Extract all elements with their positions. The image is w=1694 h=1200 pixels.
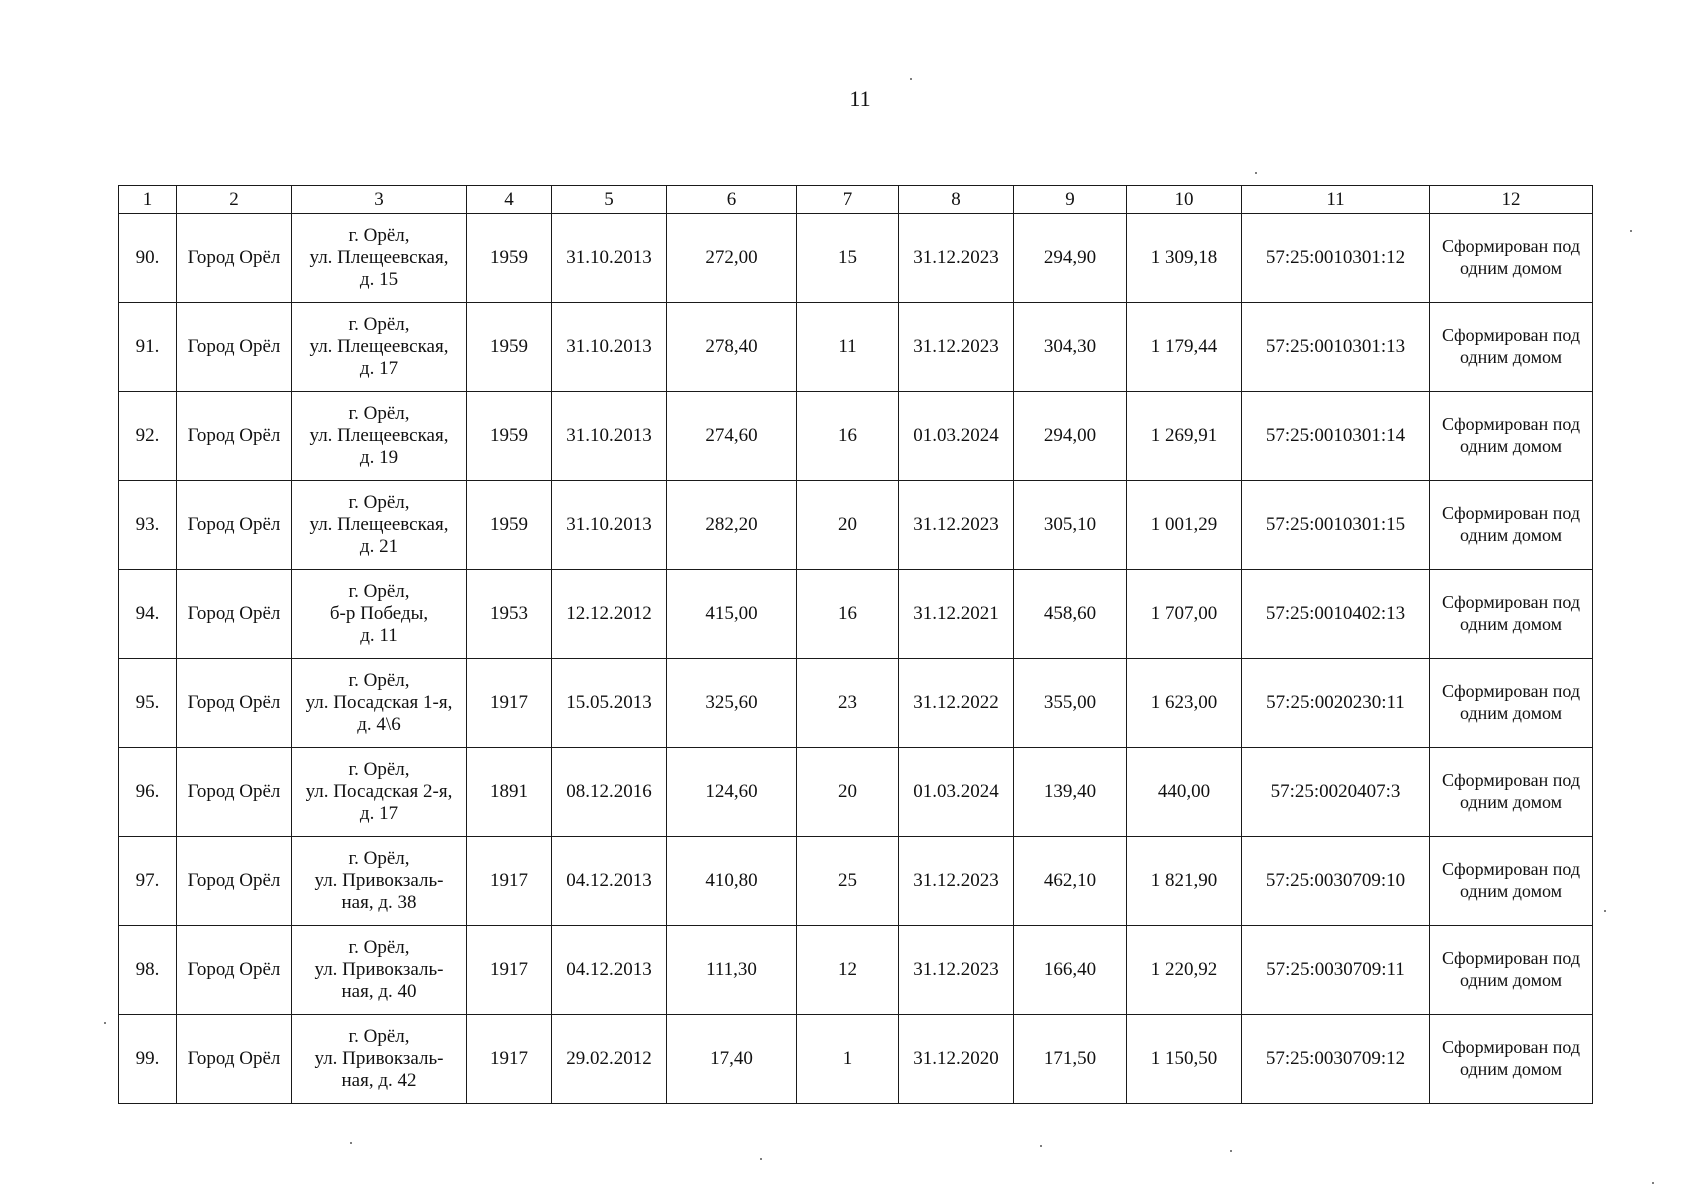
area-cell: 274,60 (667, 392, 797, 481)
scan-speck (1040, 1145, 1042, 1147)
land-area-cell: 1 220,92 (1127, 926, 1242, 1015)
address-line: г. Орёл, (348, 314, 410, 336)
column-header: 8 (899, 186, 1014, 214)
planned-date-cell: 31.12.2023 (899, 303, 1014, 392)
municipality-cell: Город Орёл (177, 837, 292, 926)
address-line: ул. Плещеевская, (309, 247, 449, 269)
address-line: д. 17 (359, 357, 399, 379)
area-cell: 415,00 (667, 570, 797, 659)
planned-date-cell: 01.03.2024 (899, 392, 1014, 481)
address-cell (292, 926, 467, 1015)
area-cell: 124,60 (667, 748, 797, 837)
address-cell (292, 659, 467, 748)
table-row (119, 1015, 1593, 1104)
scan-speck (1604, 910, 1606, 912)
column-header: 2 (177, 186, 292, 214)
residents-cell: 12 (797, 926, 899, 1015)
row-number: 97. (119, 837, 177, 926)
column-header: 6 (667, 186, 797, 214)
address-line: ная, д. 38 (341, 891, 417, 913)
scan-speck (1255, 172, 1257, 174)
note-cell: Сформирован под одним домом (1430, 392, 1593, 481)
address-cell (292, 837, 467, 926)
land-area-cell: 1 150,50 (1127, 1015, 1242, 1104)
land-area-cell: 1 309,18 (1127, 214, 1242, 303)
address-line: ная, д. 42 (341, 1069, 417, 1091)
note-cell: Сформирован под одним домом (1430, 214, 1593, 303)
municipality-cell: Город Орёл (177, 659, 292, 748)
address-line: г. Орёл, (348, 1026, 410, 1048)
column-header: 9 (1014, 186, 1127, 214)
year-cell: 1959 (467, 303, 552, 392)
scan-speck (1230, 1150, 1232, 1152)
residents-cell: 15 (797, 214, 899, 303)
planned-date-cell: 31.12.2023 (899, 481, 1014, 570)
municipality-cell: Город Орёл (177, 303, 292, 392)
date-recognized-cell: 31.10.2013 (552, 392, 667, 481)
address-cell (292, 570, 467, 659)
land-area-cell: 1 179,44 (1127, 303, 1242, 392)
row-number: 93. (119, 481, 177, 570)
column-number-row (119, 186, 1593, 214)
cadastral-number-cell: 57:25:0030709:10 (1242, 837, 1430, 926)
cadastral-number-cell: 57:25:0010301:13 (1242, 303, 1430, 392)
cadastral-number-cell: 57:25:0010301:15 (1242, 481, 1430, 570)
table-row (119, 570, 1593, 659)
planned-date-cell: 31.12.2023 (899, 926, 1014, 1015)
address-line: д. 15 (359, 268, 399, 290)
note-cell: Сформирован под одним домом (1430, 303, 1593, 392)
date-recognized-cell: 04.12.2013 (552, 926, 667, 1015)
total-area-cell: 139,40 (1014, 748, 1127, 837)
address-line: г. Орёл, (348, 492, 410, 514)
note-cell: Сформирован под одним домом (1430, 748, 1593, 837)
residents-cell: 11 (797, 303, 899, 392)
column-header: 7 (797, 186, 899, 214)
date-recognized-cell: 31.10.2013 (552, 481, 667, 570)
address-line: ная, д. 40 (341, 980, 417, 1002)
date-recognized-cell: 12.12.2012 (552, 570, 667, 659)
total-area-cell: 305,10 (1014, 481, 1127, 570)
note-cell: Сформирован под одним домом (1430, 1015, 1593, 1104)
year-cell: 1959 (467, 392, 552, 481)
row-number: 92. (119, 392, 177, 481)
column-header: 3 (292, 186, 467, 214)
table-row (119, 748, 1593, 837)
address-line: д. 11 (360, 624, 398, 646)
table-row (119, 214, 1593, 303)
scan-speck (760, 1158, 762, 1160)
note-cell: Сформирован под одним домом (1430, 659, 1593, 748)
row-number: 96. (119, 748, 177, 837)
row-number: 90. (119, 214, 177, 303)
table-row (119, 481, 1593, 570)
land-area-cell: 1 707,00 (1127, 570, 1242, 659)
column-header: 12 (1430, 186, 1593, 214)
land-area-cell: 1 001,29 (1127, 481, 1242, 570)
total-area-cell: 462,10 (1014, 837, 1127, 926)
address-cell (292, 1015, 467, 1104)
residents-cell: 20 (797, 481, 899, 570)
address-line: ул. Посадская 1-я, (305, 692, 453, 714)
residents-cell: 16 (797, 570, 899, 659)
address-line: г. Орёл, (348, 937, 410, 959)
total-area-cell: 294,90 (1014, 214, 1127, 303)
address-line: д. 21 (359, 535, 399, 557)
area-cell: 111,30 (667, 926, 797, 1015)
date-recognized-cell: 15.05.2013 (552, 659, 667, 748)
total-area-cell: 458,60 (1014, 570, 1127, 659)
address-line: ул. Привокзаль- (314, 959, 444, 981)
address-cell (292, 481, 467, 570)
land-area-cell: 1 623,00 (1127, 659, 1242, 748)
total-area-cell: 304,30 (1014, 303, 1127, 392)
table-row (119, 392, 1593, 481)
municipality-cell: Город Орёл (177, 392, 292, 481)
total-area-cell: 166,40 (1014, 926, 1127, 1015)
municipality-cell: Город Орёл (177, 214, 292, 303)
cadastral-number-cell: 57:25:0010301:12 (1242, 214, 1430, 303)
cadastral-number-cell: 57:25:0030709:12 (1242, 1015, 1430, 1104)
address-line: ул. Посадская 2-я, (305, 781, 453, 803)
year-cell: 1959 (467, 214, 552, 303)
year-cell: 1917 (467, 837, 552, 926)
cadastral-number-cell: 57:25:0010301:14 (1242, 392, 1430, 481)
scan-speck (1652, 1182, 1654, 1184)
municipality-cell: Город Орёл (177, 1015, 292, 1104)
scan-speck (1630, 230, 1632, 232)
residents-cell: 16 (797, 392, 899, 481)
residents-cell: 25 (797, 837, 899, 926)
row-number: 94. (119, 570, 177, 659)
cadastral-number-cell: 57:25:0030709:11 (1242, 926, 1430, 1015)
address-line: б-р Победы, (329, 603, 429, 625)
area-cell: 410,80 (667, 837, 797, 926)
table-row (119, 659, 1593, 748)
address-line: д. 4\6 (357, 713, 401, 735)
address-line: г. Орёл, (348, 848, 410, 870)
table-body (119, 214, 1593, 1104)
address-line: ул. Плещеевская, (309, 425, 449, 447)
note-cell: Сформирован под одним домом (1430, 481, 1593, 570)
municipality-cell: Город Орёл (177, 570, 292, 659)
total-area-cell: 355,00 (1014, 659, 1127, 748)
address-cell (292, 214, 467, 303)
scan-speck (350, 1142, 352, 1144)
note-cell: Сформирован под одним домом (1430, 837, 1593, 926)
row-number: 98. (119, 926, 177, 1015)
land-area-cell: 440,00 (1127, 748, 1242, 837)
residents-cell: 23 (797, 659, 899, 748)
address-line: г. Орёл, (348, 581, 410, 603)
date-recognized-cell: 04.12.2013 (552, 837, 667, 926)
total-area-cell: 171,50 (1014, 1015, 1127, 1104)
column-header: 1 (119, 186, 177, 214)
planned-date-cell: 31.12.2023 (899, 214, 1014, 303)
address-line: ул. Плещеевская, (309, 514, 449, 536)
row-number: 95. (119, 659, 177, 748)
address-cell (292, 303, 467, 392)
note-cell: Сформирован под одним домом (1430, 926, 1593, 1015)
cadastral-number-cell: 57:25:0020230:11 (1242, 659, 1430, 748)
residents-cell: 1 (797, 1015, 899, 1104)
municipality-cell: Город Орёл (177, 481, 292, 570)
year-cell: 1917 (467, 659, 552, 748)
date-recognized-cell: 31.10.2013 (552, 214, 667, 303)
address-line: г. Орёл, (348, 670, 410, 692)
column-header: 11 (1242, 186, 1430, 214)
row-number: 91. (119, 303, 177, 392)
date-recognized-cell: 29.02.2012 (552, 1015, 667, 1104)
address-line: г. Орёл, (348, 759, 410, 781)
table-row (119, 837, 1593, 926)
address-cell (292, 748, 467, 837)
area-cell: 272,00 (667, 214, 797, 303)
housing-register-table (118, 185, 1593, 1104)
area-cell: 325,60 (667, 659, 797, 748)
land-area-cell: 1 821,90 (1127, 837, 1242, 926)
planned-date-cell: 31.12.2022 (899, 659, 1014, 748)
year-cell: 1953 (467, 570, 552, 659)
year-cell: 1959 (467, 481, 552, 570)
address-line: ул. Привокзаль- (314, 1048, 444, 1070)
address-line: д. 19 (359, 446, 399, 468)
scan-speck (910, 78, 912, 80)
row-number: 99. (119, 1015, 177, 1104)
residents-cell: 20 (797, 748, 899, 837)
planned-date-cell: 31.12.2020 (899, 1015, 1014, 1104)
address-line: д. 17 (359, 802, 399, 824)
cadastral-number-cell: 57:25:0010402:13 (1242, 570, 1430, 659)
address-line: ул. Привокзаль- (314, 870, 444, 892)
year-cell: 1891 (467, 748, 552, 837)
date-recognized-cell: 31.10.2013 (552, 303, 667, 392)
address-line: г. Орёл, (348, 225, 410, 247)
planned-date-cell: 31.12.2023 (899, 837, 1014, 926)
page-number: 11 (849, 86, 871, 111)
address-cell (292, 392, 467, 481)
scan-speck (104, 1022, 106, 1024)
address-line: г. Орёл, (348, 403, 410, 425)
land-area-cell: 1 269,91 (1127, 392, 1242, 481)
municipality-cell: Город Орёл (177, 926, 292, 1015)
column-header: 4 (467, 186, 552, 214)
note-cell: Сформирован под одним домом (1430, 570, 1593, 659)
column-header: 5 (552, 186, 667, 214)
municipality-cell: Город Орёл (177, 748, 292, 837)
address-line: ул. Плещеевская, (309, 336, 449, 358)
planned-date-cell: 31.12.2021 (899, 570, 1014, 659)
cadastral-number-cell: 57:25:0020407:3 (1242, 748, 1430, 837)
year-cell: 1917 (467, 1015, 552, 1104)
area-cell: 282,20 (667, 481, 797, 570)
year-cell: 1917 (467, 926, 552, 1015)
total-area-cell: 294,00 (1014, 392, 1127, 481)
date-recognized-cell: 08.12.2016 (552, 748, 667, 837)
area-cell: 278,40 (667, 303, 797, 392)
area-cell: 17,40 (667, 1015, 797, 1104)
table-header (119, 186, 1593, 214)
table-row (119, 926, 1593, 1015)
planned-date-cell: 01.03.2024 (899, 748, 1014, 837)
table-row (119, 303, 1593, 392)
column-header: 10 (1127, 186, 1242, 214)
